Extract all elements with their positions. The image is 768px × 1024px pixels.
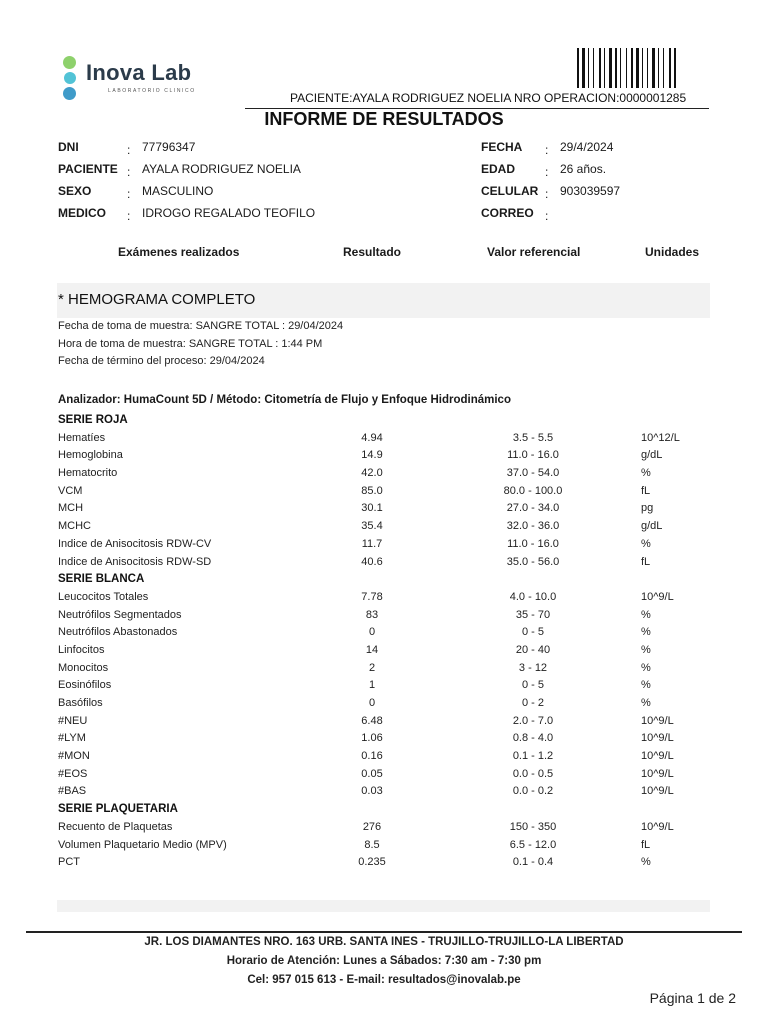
result-value: 14.9 [361, 449, 383, 462]
table-row [0, 677, 768, 695]
logo-name: Inova Lab [86, 60, 192, 85]
barcode-bar [652, 48, 655, 88]
correo-separator: : [545, 209, 549, 223]
exam-name: Hematíes [58, 431, 106, 444]
edad-label: EDAD [481, 162, 516, 176]
table-row [0, 837, 768, 855]
exam-name: Hemoglobina [58, 449, 123, 462]
page-number: Página 1 de 2 [649, 990, 736, 1006]
patient-operation-line: PACIENTE:AYALA RODRIGUEZ NOELIA NRO OPERACION:0000001285 [290, 91, 687, 105]
reference-range: 20 - 40 [515, 643, 551, 656]
table-row [0, 536, 768, 554]
reference-range: 150 - 350 [509, 820, 557, 833]
analyzer-method: Analizador: HumaCount 5D / Método: Citometría de Flujo y Enfoque Hidrodinámico [58, 394, 511, 406]
footer-address: JR. LOS DIAMANTES NRO. 163 URB. SANTA INES - TRUJILLO-TRUJILLO-LA LIBERTAD [144, 936, 624, 948]
unit-value: % [641, 537, 651, 550]
table-row [0, 430, 768, 448]
table-row [0, 518, 768, 536]
unit-value: % [641, 679, 651, 692]
reference-range: 4.0 - 10.0 [509, 590, 557, 603]
exam-name: Monocitos [58, 661, 109, 674]
result-value: 30.1 [361, 502, 383, 515]
edad-value: 26 años. [560, 162, 607, 176]
reference-range: 35.0 - 56.0 [506, 555, 560, 568]
exam-name: Eosinófilos [58, 679, 112, 692]
results-table [0, 412, 768, 872]
series-heading-label: SERIE PLAQUETARIA [58, 803, 178, 816]
report-title: INFORME DE RESULTADOS [264, 109, 504, 129]
exam-name: Volumen Plaquetario Medio (MPV) [58, 838, 227, 851]
table-row [0, 483, 768, 501]
logo-subtitle: LABORATORIO CLINICO [108, 88, 196, 94]
table-row [0, 660, 768, 678]
result-value: 2 [368, 661, 376, 674]
result-value: 1 [368, 679, 376, 692]
medico-value: IDROGO REGALADO TEOFILO [142, 206, 316, 220]
unit-value: 10^9/L [641, 590, 674, 603]
barcode-bar [663, 48, 664, 88]
result-value: 0.05 [361, 767, 383, 780]
reference-range: 3.5 - 5.5 [512, 431, 554, 444]
barcode-bar [582, 48, 585, 88]
barcode-bar [647, 48, 648, 88]
series-heading-label: SERIE ROJA [58, 414, 128, 426]
exam-name: MCH [58, 502, 84, 515]
result-value: 14 [365, 643, 379, 656]
footer-divider [26, 931, 742, 933]
table-row [0, 554, 768, 572]
column-header-result: Resultado [343, 245, 402, 259]
barcode-bar [669, 48, 671, 88]
barcode-bar [658, 48, 659, 88]
unit-value: fL [641, 838, 651, 851]
unit-value: % [641, 467, 651, 480]
process-end-date: Fecha de término del proceso: 29/04/2024 [58, 355, 265, 367]
barcode-icon [577, 48, 711, 88]
logo-dots-icon [60, 54, 80, 104]
table-row [0, 624, 768, 642]
sexo-label: SEXO [58, 184, 92, 198]
result-value: 42.0 [361, 467, 383, 480]
barcode-bar [620, 48, 621, 88]
logo-dot-green [63, 56, 76, 69]
paciente-value: AYALA RODRIGUEZ NOELIA [142, 162, 301, 176]
unit-value: % [641, 661, 651, 674]
exam-name: VCM [58, 484, 83, 497]
barcode-bar [609, 48, 612, 88]
exam-name: Indice de Anisocitosis RDW-CV [58, 537, 212, 550]
unit-value: fL [641, 555, 651, 568]
celular-separator: : [545, 187, 549, 201]
paciente-label: PACIENTE [58, 162, 118, 176]
result-value: 4.94 [361, 431, 383, 444]
unit-value: 10^9/L [641, 785, 674, 798]
result-value: 0 [368, 697, 376, 709]
paciente-separator: : [127, 165, 131, 179]
reference-range: 0.8 - 4.0 [512, 732, 554, 745]
result-value: 276 [362, 820, 382, 833]
barcode-bar [674, 48, 676, 88]
reference-range: 0.1 - 1.2 [512, 750, 554, 763]
table-row [0, 713, 768, 731]
unit-value: 10^9/L [641, 820, 674, 833]
unit-value: g/dL [641, 449, 663, 462]
series-heading [0, 801, 768, 819]
series-heading [0, 412, 768, 430]
reference-range: 37.0 - 54.0 [506, 467, 560, 480]
unit-value: % [641, 697, 651, 709]
reference-range: 0 - 2 [521, 697, 544, 709]
footer-hours: Horario de Atención: Lunes a Sábados: 7:30 am - 7:30 pm [226, 955, 542, 967]
exam-name: #BAS [58, 785, 87, 798]
exam-name: MCHC [58, 520, 91, 533]
reference-range: 3 - 12 [518, 661, 548, 674]
result-value: 1.06 [361, 732, 383, 745]
table-row [0, 695, 768, 713]
barcode-bar [577, 48, 579, 88]
unit-value: % [641, 643, 651, 656]
exam-name: #MON [58, 750, 90, 763]
result-value: 40.6 [361, 555, 383, 568]
table-row [0, 607, 768, 625]
unit-value: pg [641, 502, 654, 515]
table-row [0, 465, 768, 483]
table-row [0, 783, 768, 801]
exam-name: #NEU [58, 714, 88, 727]
medico-separator: : [127, 209, 131, 223]
exam-name: Basófilos [58, 697, 103, 709]
result-value: 7.78 [361, 590, 383, 603]
result-value: 35.4 [361, 520, 383, 533]
exam-name: Linfocitos [58, 643, 105, 656]
reference-range: 0 - 5 [521, 679, 544, 692]
unit-value: 10^9/L [641, 732, 674, 745]
table-row [0, 766, 768, 784]
edad-separator: : [545, 165, 549, 179]
barcode-bar [593, 48, 594, 88]
sample-date: Fecha de toma de muestra: SANGRE TOTAL : 29/04/2024 [58, 320, 344, 332]
sexo-value: MASCULINO [142, 184, 214, 198]
correo-label: CORREO [481, 206, 534, 220]
reference-range: 0.0 - 0.5 [512, 767, 554, 780]
barcode-bar [631, 48, 633, 88]
table-row [0, 819, 768, 837]
barcode-bar [636, 48, 639, 88]
section-title: * HEMOGRAMA COMPLETO [58, 291, 256, 308]
exam-name: Hematocrito [58, 467, 118, 480]
unit-value: g/dL [641, 520, 663, 533]
dni-value: 77796347 [142, 140, 196, 154]
reference-range: 35 - 70 [515, 608, 551, 621]
exam-name: #LYM [58, 732, 86, 745]
unit-value: % [641, 626, 651, 639]
barcode-bar [599, 48, 601, 88]
table-row [0, 748, 768, 766]
reference-range: 11.0 - 16.0 [507, 449, 559, 462]
column-header-reference: Valor referencial [487, 245, 581, 259]
exam-name: #EOS [58, 767, 88, 780]
exam-name: PCT [58, 856, 80, 869]
result-value: 83 [365, 608, 379, 621]
series-heading [0, 571, 768, 589]
exam-name: Recuento de Plaquetas [58, 820, 173, 833]
fecha-separator: : [545, 143, 549, 157]
dni-label: DNI [58, 140, 79, 154]
medico-label: MEDICO [58, 206, 106, 220]
reference-range: 80.0 - 100.0 [503, 484, 563, 497]
sample-time: Hora de toma de muestra: SANGRE TOTAL : 1:44 PM [58, 338, 323, 350]
table-row [0, 589, 768, 607]
table-row [0, 447, 768, 465]
celular-label: CELULAR [481, 184, 539, 198]
table-row [0, 854, 768, 872]
reference-range: 27.0 - 34.0 [506, 502, 560, 515]
result-value: 6.48 [361, 714, 383, 727]
barcode-bar [604, 48, 605, 88]
reference-range: 0.1 - 0.4 [512, 856, 554, 869]
unit-value: 10^9/L [641, 767, 674, 780]
result-value: 8.5 [364, 838, 380, 851]
footer-contact: Cel: 957 015 613 - E-mail: resultados@inovalab.pe [247, 974, 521, 986]
result-value: 11.7 [361, 537, 383, 550]
barcode-bar [626, 48, 627, 88]
table-row [0, 642, 768, 660]
reference-range: 0.0 - 0.2 [512, 785, 554, 798]
exam-name: Neutrófilos Abastonados [58, 626, 178, 639]
table-row [0, 730, 768, 748]
unit-value: 10^9/L [641, 750, 674, 763]
sexo-separator: : [127, 187, 131, 201]
logo-dot-teal [64, 72, 76, 84]
fecha-label: FECHA [481, 140, 523, 154]
unit-value: 10^12/L [641, 431, 680, 444]
unit-value: % [641, 856, 651, 869]
exam-name: Leucocitos Totales [58, 590, 149, 603]
reference-range: 2.0 - 7.0 [512, 714, 554, 727]
barcode-bar [642, 48, 643, 88]
dni-separator: : [127, 143, 131, 157]
result-value: 0 [368, 626, 376, 639]
unit-value: % [641, 608, 651, 621]
exam-name: Indice de Anisocitosis RDW-SD [58, 555, 212, 568]
table-row [0, 500, 768, 518]
exam-name: Neutrófilos Segmentados [58, 608, 182, 621]
column-header-units: Unidades [645, 245, 700, 259]
reference-range: 0 - 5 [521, 626, 544, 639]
unit-value: 10^9/L [641, 714, 674, 727]
result-value: 0.16 [361, 750, 383, 763]
logo-dot-blue [63, 87, 76, 100]
result-value: 85.0 [361, 484, 383, 497]
reference-range: 11.0 - 16.0 [507, 537, 559, 550]
section-end-band [57, 900, 710, 912]
reference-range: 32.0 - 36.0 [506, 520, 560, 533]
fecha-value: 29/4/2024 [560, 140, 614, 154]
celular-value: 903039597 [560, 184, 621, 198]
inova-lab-logo [60, 54, 220, 104]
reference-range: 6.5 - 12.0 [509, 838, 557, 851]
barcode-bar [588, 48, 589, 88]
column-header-exams: Exámenes realizados [118, 245, 240, 259]
unit-value: fL [641, 484, 651, 497]
result-value: 0.03 [361, 785, 383, 798]
series-heading-label: SERIE BLANCA [58, 573, 145, 586]
barcode-bar [615, 48, 617, 88]
result-value: 0.235 [358, 856, 386, 869]
